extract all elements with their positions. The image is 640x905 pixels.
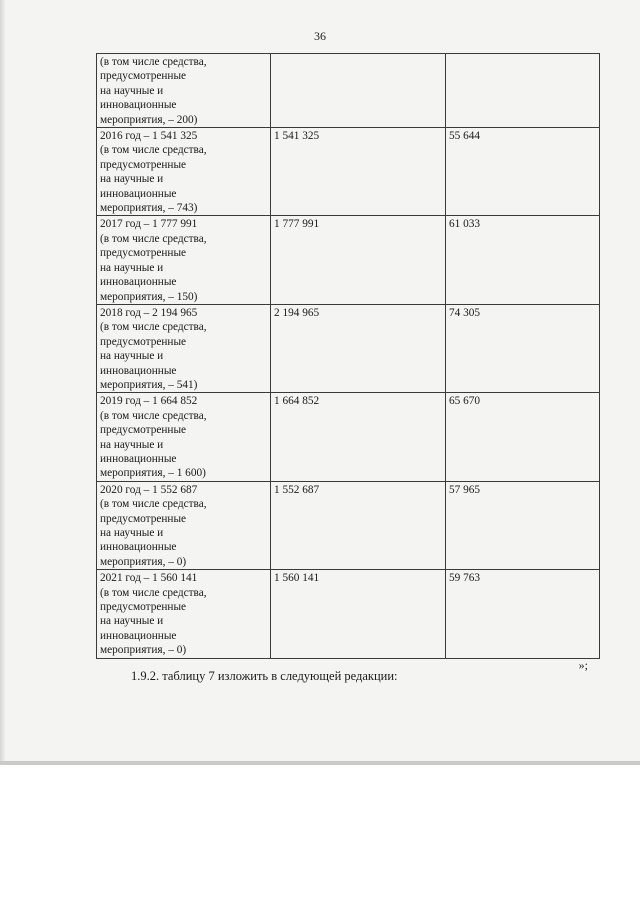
table-row	[97, 54, 600, 128]
table-row	[97, 216, 600, 304]
cell-value: 57 965	[446, 481, 600, 569]
cell-value: 74 305	[446, 304, 600, 392]
cell-amount: 2 194 965	[271, 304, 446, 392]
cell-value: 55 644	[446, 128, 600, 216]
cell-amount: 1 560 141	[271, 570, 446, 658]
cell-description: 2020 год – 1 552 687 (в том числе средства, предусмотренные на научные и инновационные мероприятия, – 0)	[97, 481, 271, 569]
cell-amount: 1 541 325	[271, 128, 446, 216]
table-row	[97, 128, 600, 216]
cell-description: 2019 год – 1 664 852 (в том числе средства, предусмотренные на научные и инновационные мероприятия, – 1 600)	[97, 393, 271, 481]
cell-description: (в том числе средства, предусмотренные на научные и инновационные мероприятия, – 200)	[97, 54, 271, 128]
cell-value: 59 763	[446, 570, 600, 658]
cell-amount: 1 664 852	[271, 393, 446, 481]
cell-value: 61 033	[446, 216, 600, 304]
page-number: 36	[314, 29, 326, 43]
budget-table	[96, 53, 600, 659]
cell-value	[446, 54, 600, 128]
closing-quote: »;	[578, 658, 588, 672]
cell-amount: 1 552 687	[271, 481, 446, 569]
cell-description: 2017 год – 1 777 991 (в том числе средства, предусмотренные на научные и инновационные мероприятия, – 150)	[97, 216, 271, 304]
cell-value: 65 670	[446, 393, 600, 481]
cell-amount: 1 777 991	[271, 216, 446, 304]
amendment-paragraph: 1.9.2. таблицу 7 изложить в следующей редакции:	[131, 669, 398, 683]
table-row	[97, 570, 600, 658]
table-row	[97, 304, 600, 392]
cell-amount	[271, 54, 446, 128]
cell-description: 2021 год – 1 560 141 (в том числе средства, предусмотренные на научные и инновационные мероприятия, – 0)	[97, 570, 271, 658]
cell-description: 2018 год – 2 194 965 (в том числе средства, предусмотренные на научные и инновационные мероприятия, – 541)	[97, 304, 271, 392]
table-row	[97, 481, 600, 569]
cell-description: 2016 год – 1 541 325 (в том числе средства, предусмотренные на научные и инновационные мероприятия, – 743)	[97, 128, 271, 216]
table-row	[97, 393, 600, 481]
